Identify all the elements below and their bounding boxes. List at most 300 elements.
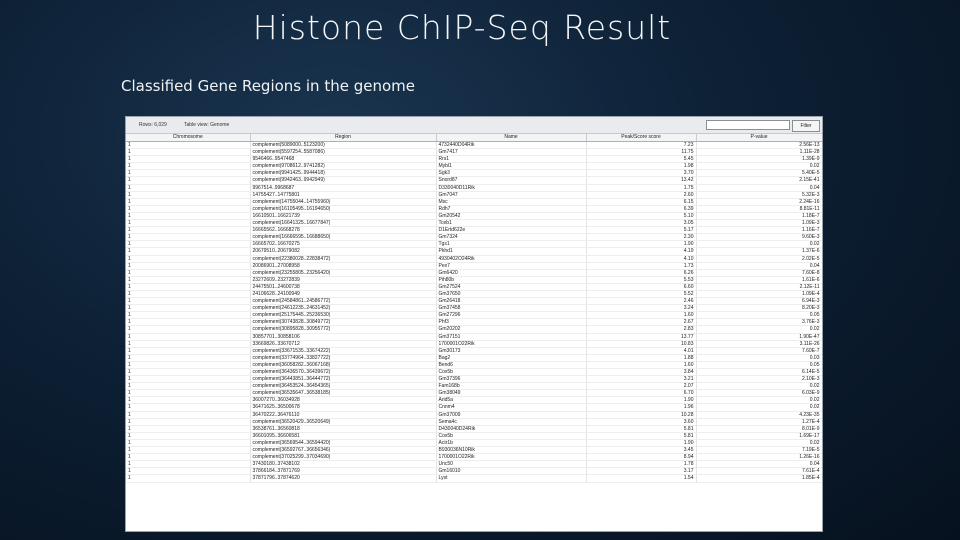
table-cell: 16665702..16670275 <box>250 241 436 248</box>
table-cell: 0.02 <box>696 404 822 411</box>
table-cell: Mybl1 <box>436 163 586 170</box>
table-cell: 1 <box>126 447 250 454</box>
table-cell: 1 <box>126 397 250 404</box>
table-cell: 1 <box>126 425 250 432</box>
table-cell: 5.17 <box>586 227 696 234</box>
table-cell: 1.90 <box>586 241 696 248</box>
table-cell: 1700001O22Rik <box>436 340 586 347</box>
table-cell: 1 <box>126 404 250 411</box>
table-row[interactable] <box>126 170 822 177</box>
table-cell: 5.32E-3 <box>696 191 822 198</box>
table-cell: complement(33671535..33674222) <box>250 347 436 354</box>
table-row[interactable] <box>126 149 822 156</box>
table-cell: 13.77 <box>586 333 696 340</box>
table-cell: 1 <box>126 411 250 418</box>
table-cell: D430040D24Rik <box>436 425 586 432</box>
table-row[interactable] <box>126 212 822 219</box>
table-cell: 3.05 <box>586 220 696 227</box>
table-cell: complement(37025299..37034690) <box>250 454 436 461</box>
table-cell: 3.17 <box>586 468 696 475</box>
table-row[interactable] <box>126 454 822 461</box>
table-cell: 0.02 <box>696 439 822 446</box>
table-cell: complement(23255805..23256420) <box>250 269 436 276</box>
table-cell: 6.14E-5 <box>696 369 822 376</box>
table-cell: Gm37396 <box>436 376 586 383</box>
table-row[interactable] <box>126 305 822 312</box>
table-cell: 1 <box>126 177 250 184</box>
table-cell: 20679510..20679082 <box>250 248 436 255</box>
table-row[interactable] <box>126 411 822 418</box>
table-row[interactable] <box>126 262 822 269</box>
table-cell: 4930402O24Rik <box>436 255 586 262</box>
table-cell: 1.73 <box>586 262 696 269</box>
filter-input[interactable] <box>706 120 790 130</box>
table-cell: 1 <box>126 383 250 390</box>
table-window <box>125 116 823 532</box>
table-cell: 1 <box>126 390 250 397</box>
table-row[interactable] <box>126 290 822 297</box>
table-cell: 6.26 <box>586 269 696 276</box>
table-cell: 30857701..30858106 <box>250 333 436 340</box>
table-cell: 8.01E-9 <box>696 425 822 432</box>
table-cell: 5.10 <box>586 212 696 219</box>
table-row[interactable] <box>126 404 822 411</box>
table-row[interactable] <box>126 156 822 163</box>
table-cell: 10.83 <box>586 340 696 347</box>
table-cell: 1.11E-28 <box>696 149 822 156</box>
table-cell: 1.88 <box>586 354 696 361</box>
table-cell: complement(36058282..36067168) <box>250 361 436 368</box>
table-cell: 1 <box>126 319 250 326</box>
table-cell: complement(22380028..22838472) <box>250 255 436 262</box>
table-cell: 8.81E-11 <box>696 205 822 212</box>
table-cell: 0.03 <box>696 354 822 361</box>
table-cell: 36601095..36606581 <box>250 432 436 439</box>
table-cell: Gm20202 <box>436 326 586 333</box>
table-cell: 1.90 <box>586 397 696 404</box>
table-cell: 1.39E-9 <box>696 156 822 163</box>
table-cell: Gm37009 <box>436 411 586 418</box>
table-cell: 1 <box>126 290 250 297</box>
table-cell: 5.52 <box>586 290 696 297</box>
table-cell: 1.78 <box>586 461 696 468</box>
table-cell: 1.60 <box>586 361 696 368</box>
table-row[interactable] <box>126 326 822 333</box>
table-cell: 1.09E-4 <box>696 290 822 297</box>
table-cell: 7.19E-5 <box>696 447 822 454</box>
table-cell: complement(30743828..30849772) <box>250 319 436 326</box>
table-row[interactable] <box>126 276 822 283</box>
slide-title: Histone ChIP-Seq Result <box>252 8 672 47</box>
table-cell: 36007270..36034928 <box>250 397 436 404</box>
table-cell: 10.28 <box>586 411 696 418</box>
table-cell: Rrs1 <box>436 156 586 163</box>
table-cell: Rdh7 <box>436 205 586 212</box>
table-cell: Pex7 <box>436 262 586 269</box>
table-cell: 6.39 <box>586 205 696 212</box>
table-cell: 16665562..16668278 <box>250 227 436 234</box>
table-cell: 2.07 <box>586 383 696 390</box>
table-cell: 3.21 <box>586 376 696 383</box>
table-cell: 1 <box>126 361 250 368</box>
table-cell: Pih80b <box>436 276 586 283</box>
table-cell: 0.02 <box>696 397 822 404</box>
table-cell: 1 <box>126 454 250 461</box>
table-cell: 1 <box>126 305 250 312</box>
table-cell: Gm37650 <box>436 290 586 297</box>
table-row[interactable] <box>126 234 822 241</box>
table-row[interactable] <box>126 269 822 276</box>
table-cell: complement(9708612..9741282) <box>250 163 436 170</box>
table-cell: complement(36453524..36454365) <box>250 383 436 390</box>
table-cell: 5.53 <box>586 276 696 283</box>
table-cell: Gm38049 <box>436 390 586 397</box>
table-cell: D1Ertd622e <box>436 227 586 234</box>
table-cell: Pkhd1 <box>436 248 586 255</box>
table-cell: 8.20E-3 <box>696 305 822 312</box>
table-cell: 1.09E-3 <box>696 220 822 227</box>
table-cell: 2.02E-5 <box>696 255 822 262</box>
table-cell: 1.75 <box>586 184 696 191</box>
table-view-label: Table view: Genome <box>184 122 230 128</box>
table-cell: 36470222..36476110 <box>250 411 436 418</box>
table-row[interactable] <box>126 283 822 290</box>
table-cell: 1 <box>126 333 250 340</box>
table-cell: Gm20542 <box>436 212 586 219</box>
table-cell: 7.23 <box>586 142 696 149</box>
table-cell: 1 <box>126 170 250 177</box>
table-cell: 1 <box>126 439 250 446</box>
table-cell: 2.15E-41 <box>696 177 822 184</box>
table-cell: 1 <box>126 369 250 376</box>
column-header[interactable]: Region <box>250 134 436 142</box>
table-cell: 1 <box>126 212 250 219</box>
table-cell: 16610501..16621739 <box>250 212 436 219</box>
table-row[interactable] <box>126 248 822 255</box>
table-cell: 2.83 <box>586 326 696 333</box>
table-row[interactable] <box>126 447 822 454</box>
table-cell: 1 <box>126 283 250 290</box>
table-cell: 5.45 <box>586 156 696 163</box>
column-header[interactable]: P-value <box>696 134 822 142</box>
table-cell: 5.81 <box>586 425 696 432</box>
table-cell: 3.45 <box>586 447 696 454</box>
table-row[interactable] <box>126 461 822 468</box>
table-cell: 2.46 <box>586 298 696 305</box>
table-cell: 3.24 <box>586 305 696 312</box>
table-cell: 1 <box>126 198 250 205</box>
filter-button[interactable]: Filter <box>792 120 820 132</box>
table-cell: 1 <box>126 220 250 227</box>
table-cell: 0.04 <box>696 184 822 191</box>
table-cell: 1 <box>126 298 250 305</box>
table-row[interactable] <box>126 369 822 376</box>
table-cell: 5.40E-5 <box>696 170 822 177</box>
table-cell: 1 <box>126 376 250 383</box>
table-cell: 11.75 <box>586 149 696 156</box>
table-cell: complement(33774964..33827722) <box>250 354 436 361</box>
table-cell: 6.94E-3 <box>696 298 822 305</box>
table-cell: complement(36592767..36656346) <box>250 447 436 454</box>
table-cell: 0.02 <box>696 326 822 333</box>
table-cell: 1.69E-17 <box>696 432 822 439</box>
table-cell: 2.10E-3 <box>696 376 822 383</box>
table-row[interactable] <box>126 397 822 404</box>
table-cell: Phf3 <box>436 319 586 326</box>
table-row[interactable] <box>126 184 822 191</box>
table-cell: 0.04 <box>696 262 822 269</box>
table-cell: 14755427..14775801 <box>250 191 436 198</box>
table-cell: Sema4c <box>436 418 586 425</box>
table-cell: Gm37458 <box>436 305 586 312</box>
table-cell: 5.81 <box>586 432 696 439</box>
table-cell: complement(16666595..16688650) <box>250 234 436 241</box>
table-row[interactable] <box>126 347 822 354</box>
table-cell: Gm26418 <box>436 298 586 305</box>
table-cell: 1 <box>126 461 250 468</box>
table-row[interactable] <box>126 468 822 475</box>
slide-subtitle: Classified Gene Regions in the genome <box>121 77 415 95</box>
table-cell: Tgs1 <box>436 241 586 248</box>
table-cell: 1 <box>126 156 250 163</box>
table-cell: 1 <box>126 142 250 149</box>
table-cell: D330040D11Rik <box>436 184 586 191</box>
table-cell: 3.84 <box>586 369 696 376</box>
table-row[interactable] <box>126 312 822 319</box>
table-cell: Snord87 <box>436 177 586 184</box>
table-cell: complement(36535647..36538185) <box>250 390 436 397</box>
table-cell: Cox5b <box>436 369 586 376</box>
table-row[interactable] <box>126 198 822 205</box>
table-cell: Bend6 <box>436 361 586 368</box>
table-cell: 1 <box>126 227 250 234</box>
table-cell: 1 <box>126 468 250 475</box>
table-cell: 3.11E-26 <box>696 340 822 347</box>
table-row[interactable] <box>126 191 822 198</box>
table-cell: 1 <box>126 276 250 283</box>
table-cell: 1.16E-7 <box>696 227 822 234</box>
table-cell: 0.05 <box>696 361 822 368</box>
table-row[interactable] <box>126 383 822 390</box>
table-cell: 0.02 <box>696 383 822 390</box>
table-cell: 37871796..37874620 <box>250 475 436 482</box>
column-header[interactable]: Name <box>436 134 586 142</box>
table-cell: complement(36436570..36439672) <box>250 369 436 376</box>
table-cell: 1.18E-7 <box>696 212 822 219</box>
table-cell: 7.60E-8 <box>696 269 822 276</box>
table-cell: 1 <box>126 248 250 255</box>
table-cell: Gm37151 <box>436 333 586 340</box>
table-cell: 1 <box>126 418 250 425</box>
table-row[interactable] <box>126 205 822 212</box>
table-cell: complement(16641325..16677847) <box>250 220 436 227</box>
table-cell: 1 <box>126 234 250 241</box>
table-cell: Fam168b <box>436 383 586 390</box>
table-cell: 37430180..37438102 <box>250 461 436 468</box>
table-cell: 1 <box>126 326 250 333</box>
table-row[interactable] <box>126 319 822 326</box>
table-cell: 4732440D04Rik <box>436 142 586 149</box>
table-cell: 3.60 <box>586 418 696 425</box>
table-row[interactable] <box>126 220 822 227</box>
table-cell: 1.37E-6 <box>696 248 822 255</box>
table-cell: Gm30173 <box>436 347 586 354</box>
table-cell: 1 <box>126 163 250 170</box>
table-cell: 9546466..9547468 <box>250 156 436 163</box>
table-row[interactable] <box>126 333 822 340</box>
table-cell: 1 <box>126 255 250 262</box>
table-cell: 1 <box>126 205 250 212</box>
table-cell: Gm27524 <box>436 283 586 290</box>
column-header[interactable]: Peak/Score score <box>586 134 696 142</box>
table-cell: Arid5a <box>436 397 586 404</box>
table-row[interactable] <box>126 475 822 482</box>
table-row[interactable] <box>126 361 822 368</box>
table-cell: Bag2 <box>436 354 586 361</box>
table-body <box>126 142 822 483</box>
table-row[interactable] <box>126 439 822 446</box>
table-cell: complement(9941425..9944418) <box>250 170 436 177</box>
table-cell: complement(5597254..5587086) <box>250 149 436 156</box>
table-cell: complement(5089000..5123200) <box>250 142 436 149</box>
table-cell: 1 <box>126 354 250 361</box>
table-cell: 2.30 <box>586 234 696 241</box>
table-cell: Actr1b <box>436 439 586 446</box>
table-cell: complement(24584861..24586772) <box>250 298 436 305</box>
table-cell: complement(14755044..14755960) <box>250 198 436 205</box>
table-row[interactable] <box>126 425 822 432</box>
table-cell: complement(16105495..16194650) <box>250 205 436 212</box>
table-cell: 2.60 <box>586 191 696 198</box>
table-cell: 1 <box>126 184 250 191</box>
table-row[interactable] <box>126 142 822 149</box>
table-cell: Gm7047 <box>436 191 586 198</box>
table-row[interactable] <box>126 255 822 262</box>
table-cell: 13.42 <box>586 177 696 184</box>
table-cell: 2.12E-11 <box>696 283 822 290</box>
table-cell: 1.54 <box>586 475 696 482</box>
table-cell: 2.24E-16 <box>696 198 822 205</box>
table-cell: 4.10 <box>586 255 696 262</box>
table-cell: 1 <box>126 191 250 198</box>
table-row[interactable] <box>126 227 822 234</box>
table-cell: 3.76E-3 <box>696 319 822 326</box>
table-cell: 1 <box>126 475 250 482</box>
table-cell: Gm7417 <box>436 149 586 156</box>
table-cell: 1 <box>126 340 250 347</box>
table-row[interactable] <box>126 432 822 439</box>
table-cell: 9967514..9968687 <box>250 184 436 191</box>
table-row[interactable] <box>126 241 822 248</box>
table-cell: Cox5b <box>436 432 586 439</box>
table-row[interactable] <box>126 298 822 305</box>
table-cell: complement(36443851..36444772) <box>250 376 436 383</box>
table-cell: 6.70 <box>586 390 696 397</box>
table-row[interactable] <box>126 390 822 397</box>
table-cell: complement(36520429..36520649) <box>250 418 436 425</box>
table-cell: 36471625..36500678 <box>250 404 436 411</box>
table-cell: 24106628..24100949 <box>250 290 436 297</box>
table-cell: 0.04 <box>696 461 822 468</box>
table-cell: 1.27E-4 <box>696 418 822 425</box>
table-cell: Tceb1 <box>436 220 586 227</box>
table-cell: 1.96 <box>586 404 696 411</box>
table-cell: 1.98 <box>586 163 696 170</box>
table-row[interactable] <box>126 354 822 361</box>
table-cell: 1 <box>126 241 250 248</box>
table-cell: 1.60 <box>586 312 696 319</box>
table-row[interactable] <box>126 340 822 347</box>
table-cell: 1 <box>126 312 250 319</box>
table-header-row <box>126 134 822 142</box>
table-cell: 23272609..23272839 <box>250 276 436 283</box>
table-cell: Gm7324 <box>436 234 586 241</box>
table-toolbar <box>126 117 822 134</box>
table-cell: 37866184..37871769 <box>250 468 436 475</box>
table-row[interactable] <box>126 163 822 170</box>
table-cell: 1 <box>126 269 250 276</box>
table-cell: 1700001O22Rik <box>436 454 586 461</box>
table-cell: 20086901..27008958 <box>250 262 436 269</box>
table-cell: Gm27296 <box>436 312 586 319</box>
table-cell: 2.56E-13 <box>696 142 822 149</box>
table-cell: 1.61E-6 <box>696 276 822 283</box>
table-cell: Sgk3 <box>436 170 586 177</box>
table-cell: 6.60 <box>586 283 696 290</box>
table-cell: B930036N10Rik <box>436 447 586 454</box>
table-cell: 4.01 <box>586 347 696 354</box>
table-cell: 2.67 <box>586 319 696 326</box>
table-cell: 6.15 <box>586 198 696 205</box>
table-cell: 6.03E-9 <box>696 390 822 397</box>
table-cell: 1.26E-16 <box>696 454 822 461</box>
table-cell: Gm6420 <box>436 269 586 276</box>
row-count-label: Rows: 6,029 <box>139 122 167 128</box>
results-table <box>126 134 823 483</box>
table-cell: 1.90E-47 <box>696 333 822 340</box>
table-cell: 4.19 <box>586 248 696 255</box>
table-cell: 24475501..24600738 <box>250 283 436 290</box>
table-cell: 1 <box>126 262 250 269</box>
table-cell: complement(9942463..9942949) <box>250 177 436 184</box>
table-cell: 0.02 <box>696 241 822 248</box>
table-cell: 0.02 <box>696 163 822 170</box>
table-cell: 1.85E-4 <box>696 475 822 482</box>
table-cell: 7.61E-4 <box>696 468 822 475</box>
table-cell: complement(24612235..24631452) <box>250 305 436 312</box>
table-cell: 1 <box>126 149 250 156</box>
table-cell: 1.90 <box>586 439 696 446</box>
table-cell: 9.60E-3 <box>696 234 822 241</box>
table-cell: 7.60E-7 <box>696 347 822 354</box>
table-cell: Cnnm4 <box>436 404 586 411</box>
column-header[interactable]: Chromosome <box>126 134 250 142</box>
table-cell: Lyst <box>436 475 586 482</box>
table-row[interactable] <box>126 376 822 383</box>
table-cell: Msc <box>436 198 586 205</box>
table-row[interactable] <box>126 177 822 184</box>
table-cell: complement(25175445..25236530) <box>250 312 436 319</box>
table-cell: 3.70 <box>586 170 696 177</box>
table-cell: 33669826..33670712 <box>250 340 436 347</box>
table-cell: Unc50 <box>436 461 586 468</box>
table-cell: 0.05 <box>696 312 822 319</box>
table-cell: complement(36569544..36594420) <box>250 439 436 446</box>
table-cell: 4.23E-35 <box>696 411 822 418</box>
table-cell: 8.94 <box>586 454 696 461</box>
table-cell: complement(30895828..30955772) <box>250 326 436 333</box>
table-row[interactable] <box>126 418 822 425</box>
